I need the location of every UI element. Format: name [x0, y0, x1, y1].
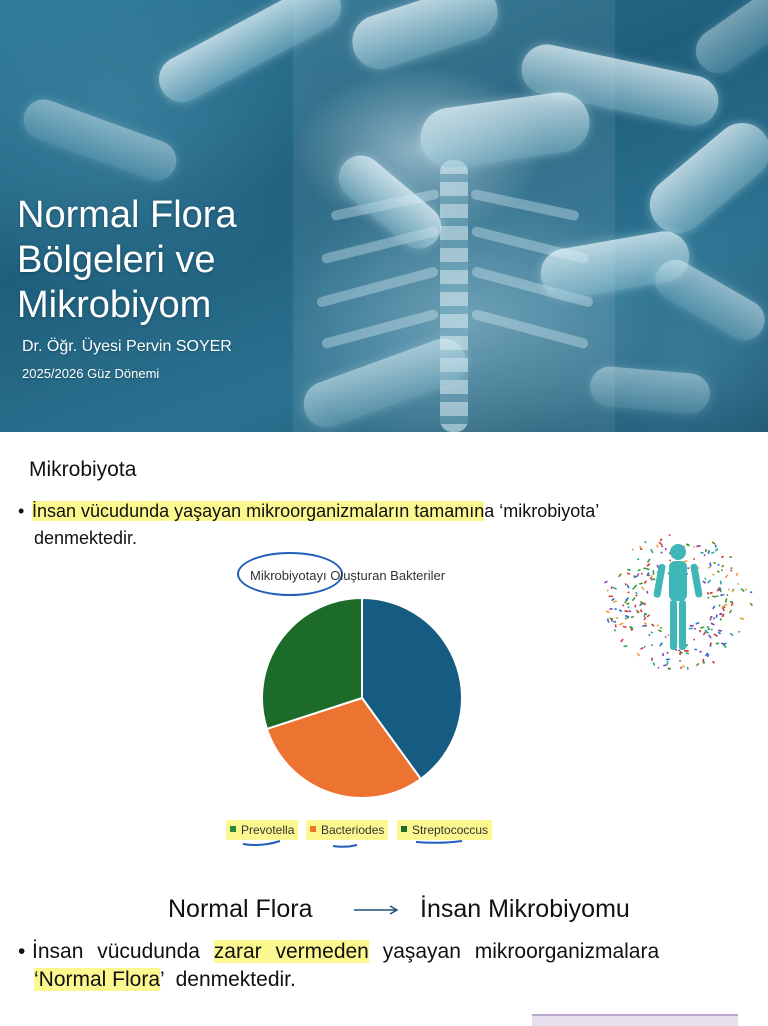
term-label: 2025/2026 Güz Dönemi: [22, 366, 160, 381]
microbe-dot: [679, 660, 681, 662]
microbe-dot: [644, 646, 646, 648]
skeleton-spine-graphic: [440, 160, 468, 432]
highlighted-text: zarar vermeden: [213, 940, 369, 963]
microbe-dot: [724, 604, 728, 606]
pie-chart: [252, 594, 472, 804]
microbe-dot: [713, 617, 715, 619]
underline-mark: [416, 841, 462, 843]
microbe-dot: [609, 596, 613, 598]
microbe-dot: [709, 645, 711, 647]
microbe-dot: [715, 545, 717, 548]
microbe-dot: [722, 606, 724, 608]
bullet-rest: denmektedir.: [163, 968, 296, 991]
normal-flora-term: Normal Flora: [168, 895, 313, 923]
microbe-dot: [658, 667, 660, 669]
microbe-dot: [614, 608, 616, 610]
microbe-dot: [705, 549, 707, 552]
microbe-dot: [644, 623, 647, 625]
microbe-dot: [642, 625, 644, 627]
microbe-dot: [694, 628, 696, 630]
microbe-dot: [635, 605, 637, 608]
microbe-dot: [656, 545, 658, 548]
normal-flora-slide: [0, 872, 768, 1024]
bacteria-graphic: [648, 253, 768, 348]
title-slide: [0, 0, 768, 432]
microbe-dot: [699, 630, 701, 632]
microbe-dot: [694, 649, 696, 651]
underline-mark: [243, 841, 280, 845]
microbe-dot: [719, 613, 722, 615]
bacteria-graphic: [687, 0, 768, 82]
microbe-dot: [669, 560, 671, 562]
bullet-dot-icon: •: [18, 501, 25, 521]
close-quote: ’: [160, 968, 164, 991]
handwritten-underlines: [0, 832, 768, 852]
bullet-start: İnsan vücudunda: [32, 940, 214, 963]
chart-title: Mikrobiyotayı Oluşturan Bakteriler: [250, 568, 446, 583]
bullet-continuation: denmektedir.: [34, 528, 138, 548]
microbe-dot: [662, 653, 664, 656]
underline-mark: [333, 845, 357, 847]
microbe-dot: [731, 567, 733, 569]
bullet-text: [18, 938, 758, 966]
microbe-dot: [690, 625, 694, 627]
open-quote: ‘: [34, 968, 39, 991]
bacteria-graphic: [638, 112, 768, 245]
legend-label: Bacteriodes: [321, 823, 385, 837]
human-microbiome-image: [597, 530, 759, 672]
microbe-dot: [716, 615, 718, 618]
human-microbiome-term: İnsan Mikrobiyomu: [420, 895, 630, 923]
microbe-dot: [687, 567, 689, 569]
bullet-dot-icon: •: [18, 940, 26, 963]
highlighted-text: Normal Flora: [38, 968, 161, 991]
microbe-dot: [633, 575, 635, 577]
microbe-dot: [651, 658, 653, 661]
slide-heading: Mikrobiyota: [29, 458, 137, 481]
partial-image: [532, 1014, 738, 1026]
bullet-rest: a ‘mikrobiyota’: [484, 501, 600, 521]
microbe-dot: [684, 650, 689, 652]
microbe-dot: [716, 595, 718, 597]
arrow-right-icon: [352, 902, 402, 918]
bullet-text: [18, 500, 758, 522]
microbiota-slide: [0, 432, 768, 872]
microbe-dot: [644, 625, 647, 627]
bullet-end: yaşayan mikroorganizmalara: [368, 940, 660, 963]
microbe-dot: [702, 659, 704, 662]
highlighted-text: İnsan vücudunda yaşayan mikroorganizmaların tamamın: [32, 501, 485, 521]
bacteria-graphic: [18, 94, 182, 186]
slide-title: Normal Flora Bölgeleri ve Mikrobiyom: [17, 194, 237, 326]
bullet-continuation: [34, 966, 296, 994]
microbe-dot: [710, 617, 712, 619]
legend-label: Streptococcus: [412, 823, 489, 837]
legend-label: Prevotella: [241, 823, 295, 837]
author-name: Dr. Öğr. Üyesi Pervin SOYER: [22, 338, 232, 355]
